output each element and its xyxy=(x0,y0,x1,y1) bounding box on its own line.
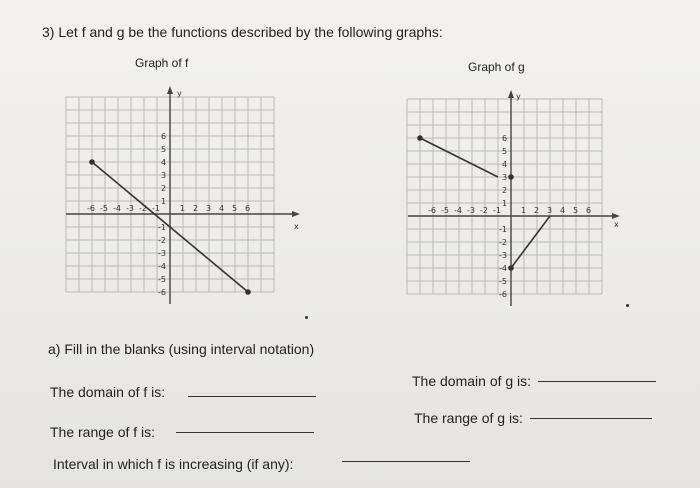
graph-g-x-tick-label: -3 xyxy=(467,206,475,215)
graph-g-y-label: y xyxy=(516,92,521,101)
graph-g-y-tick-label: 2 xyxy=(502,186,508,195)
graph-f-y-tick-label: 4 xyxy=(161,158,167,167)
domain-g-label: The domain of g is: xyxy=(412,373,532,389)
domain-f-blank[interactable] xyxy=(188,396,316,397)
graph-g-y-tick-label: -1 xyxy=(499,225,507,234)
increasing-f-blank[interactable] xyxy=(342,461,470,462)
graph-f-y-tick-label: -6 xyxy=(158,288,166,297)
graph-f-y-label: y xyxy=(177,89,182,98)
graph-g-y-tick-label: 3 xyxy=(502,173,508,182)
graph-g-y-tick-label: 4 xyxy=(502,160,508,169)
stray-mark xyxy=(626,304,629,307)
graph-g-point xyxy=(508,174,514,180)
graph-f-y-tick-label: -5 xyxy=(158,275,166,284)
graph-f-x-label: x xyxy=(294,222,299,231)
graph-g-y-tick-label: -6 xyxy=(499,290,507,299)
graph-g-x-tick-label: 6 xyxy=(586,206,592,215)
graph-f-x-tick-label: 1 xyxy=(180,204,186,213)
graph-f-x-tick-label: -4 xyxy=(113,204,121,213)
graph-g-y-arrow xyxy=(508,90,514,98)
graph-f-x-arrow xyxy=(292,211,300,217)
graph-g-x-tick-label: -5 xyxy=(441,206,449,215)
graph-g-y-tick-label: -2 xyxy=(499,238,507,247)
graph-f-x-tick-label: -2 xyxy=(139,204,147,213)
graph-g-x-arrow xyxy=(612,213,620,219)
graph-f-y-arrow xyxy=(167,86,173,94)
domain-g-blank[interactable] xyxy=(538,381,656,382)
range-g-blank[interactable] xyxy=(530,418,652,419)
graph-f-x-tick-label: 6 xyxy=(245,204,251,213)
graph-f-y-tick-label: -2 xyxy=(158,236,166,245)
graph-f-y-tick-label: -3 xyxy=(158,249,166,258)
graph-f-x-tick-label: 2 xyxy=(193,204,199,213)
graph-g xyxy=(402,86,642,311)
graph-g-y-tick-label: -5 xyxy=(499,277,507,286)
graph-g-y-tick-label: 1 xyxy=(502,199,508,208)
graph-f-left-endpoint xyxy=(89,159,95,165)
range-g-label: The range of g is: xyxy=(414,410,523,426)
graph-f-title: Graph of f xyxy=(135,56,189,70)
graph-g-x-tick-label: -1 xyxy=(493,206,501,215)
graph-f-x-tick-label: 3 xyxy=(206,204,212,213)
graph-g-title: Graph of g xyxy=(468,60,525,74)
graph-f-right-endpoint xyxy=(245,289,251,295)
graph-f-y-tick-label: 3 xyxy=(161,171,167,180)
graph-g-y-tick-label: 5 xyxy=(502,147,508,156)
graph-f-y-tick-label: 2 xyxy=(161,184,167,193)
graph-f-y-tick-label: -1 xyxy=(158,223,166,232)
increasing-f-label: Interval in which f is increasing (if any): xyxy=(53,456,294,472)
range-f-label: The range of f is: xyxy=(50,424,156,440)
graph-f-x-tick-label: -5 xyxy=(100,204,108,213)
graph-g-x-tick-label: 4 xyxy=(560,206,566,215)
graph-f-y-tick-label: 6 xyxy=(161,132,167,141)
graph-f-y-tick-label: 1 xyxy=(161,197,167,206)
graph-g-x-tick-label: 5 xyxy=(573,206,579,215)
graph-g-point xyxy=(417,135,423,141)
graph-g-x-tick-label: -4 xyxy=(454,206,462,215)
graph-f-x-tick-label: -6 xyxy=(87,204,95,213)
graph-f-x-tick-label: -3 xyxy=(126,204,134,213)
part-a-heading: a) Fill in the blanks (using interval notation) xyxy=(48,341,315,357)
graph-f-y-tick-label: -4 xyxy=(158,262,166,271)
graph-g-y-tick-label: -3 xyxy=(499,251,507,260)
graph-g-point xyxy=(508,265,514,271)
graph-f-x-tick-label: 5 xyxy=(232,204,238,213)
graph-g-x-tick-label: 1 xyxy=(521,206,527,215)
range-f-blank[interactable] xyxy=(176,432,314,433)
graph-g-x-tick-label: 2 xyxy=(534,206,540,215)
graph-g-x-tick-label: -2 xyxy=(480,206,488,215)
graph-f-x-tick-label: 4 xyxy=(219,204,225,213)
graph-g-x-tick-label: -6 xyxy=(428,206,436,215)
graph-f-x-tick-label: -1 xyxy=(152,204,160,213)
stray-mark xyxy=(305,316,308,319)
graph-g-y-tick-label: -4 xyxy=(499,264,507,273)
graph-f xyxy=(60,82,310,307)
graph-g-x-label: x xyxy=(614,220,619,229)
graph-g-y-tick-label: 6 xyxy=(502,134,508,143)
question-title: 3) Let f and g be the functions described by the following graphs: xyxy=(42,24,443,40)
graph-g-x-tick-label: 3 xyxy=(547,206,553,215)
domain-f-label: The domain of f is: xyxy=(50,384,166,400)
graph-f-y-tick-label: 5 xyxy=(161,145,167,154)
